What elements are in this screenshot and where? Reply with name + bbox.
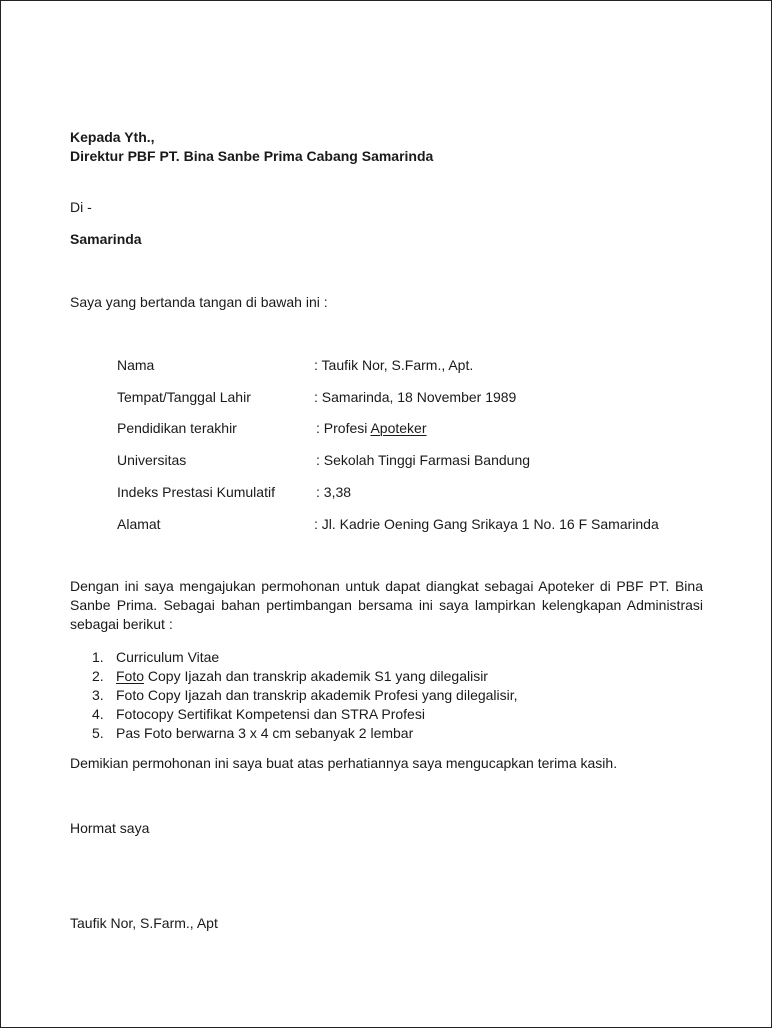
greeting: Kepada Yth., [70,129,155,145]
list-number: 1. [92,649,104,665]
detail-value-nama: : Taufik Nor, S.Farm., Apt. [314,357,474,373]
detail-label-alamat: Alamat [117,516,161,532]
detail-value-prefix: : Profesi [316,420,371,436]
closing-paragraph: Demikian permohonan ini saya buat atas perhatiannya saya mengucapkan terima kasih. [70,755,618,771]
detail-label-ttl: Tempat/Tanggal Lahir [117,389,251,405]
list-text: Curriculum Vitae [116,649,220,665]
list-number: 5. [92,725,104,741]
di-line: Di - [70,199,92,215]
detail-label-nama: Nama [117,357,155,373]
detail-value-ipk: : 3,38 [316,484,352,500]
list-text: Fotocopy Sertifikat Kompetensi dan STRA Profesi [116,706,425,722]
body-paragraph: Dengan ini saya mengajukan permohonan untuk dapat diangkat sebagai Apoteker di PBF PT. Bina Sanbe Prima. Sebagai bahan pertimbangan bersama ini saya lampirkan kelengkapan Administrasi sebagai berikut : [70,578,703,632]
list-number: 3. [92,687,104,703]
intro-text: Saya yang bertanda tangan di bawah ini : [70,294,328,310]
list-text: Foto Copy Ijazah dan transkrip akademik Profesi yang dilegalisir, [116,687,518,703]
detail-label-universitas: Universitas [117,452,187,468]
detail-value-underlined: Apoteker [370,420,427,436]
list-text: Pas Foto berwarna 3 x 4 cm sebanyak 2 lembar [116,725,414,741]
detail-label-ipk: Indeks Prestasi Kumulatif [117,484,275,500]
list-number: 4. [92,706,104,722]
detail-value-universitas: : Sekolah Tinggi Farmasi Bandung [316,452,531,468]
list-text [116,667,488,686]
detail-value-alamat: : Jl. Kadrie Oening Gang Srikaya 1 No. 16 F Samarinda [314,516,659,532]
list-number: 2. [92,668,104,684]
recipient-city: Samarinda [70,231,142,247]
list-text-underlined: Foto [116,668,145,684]
detail-label-pendidikan: Pendidikan terakhir [117,420,237,436]
closing-salutation: Hormat saya [70,820,150,836]
detail-value-ttl: : Samarinda, 18 November 1989 [314,389,517,405]
list-text-rest: Copy Ijazah dan transkrip akademik S1 yang dilegalisir [144,668,488,684]
detail-value-pendidikan [316,419,427,437]
addressee: Direktur PBF PT. Bina Sanbe Prima Cabang Samarinda [70,148,434,164]
signature-name: Taufik Nor, S.Farm., Apt [70,915,218,931]
